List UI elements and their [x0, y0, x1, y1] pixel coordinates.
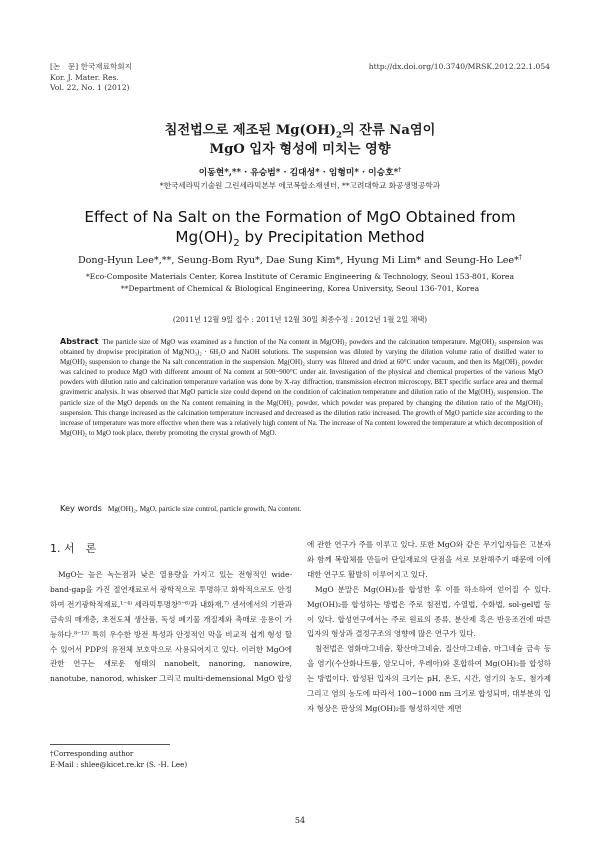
journal-name-kr: [논 문] 한국재료학회지 [50, 62, 132, 71]
section-title-introduction: 1. 서 론 [50, 542, 97, 555]
doi-link[interactable]: http://dx.doi.org/10.3740/MRSK.2012.22.1.054 [368, 62, 550, 71]
footnote-corresponding: †Corresponding author [50, 749, 134, 758]
keywords-label: Key words [60, 503, 102, 513]
paragraph: MgO 분말은 Mg(OH)₂를 합성한 후 이를 하소하여 얻어질 수 있다. Mg(OH)₂를 합성하는 방법은 주로 침전법, 수열법, 수화법, sol-gel법 등이 있다. 합성연구에서는 주로 원료의 종류, 분산제 혹은 반응조건에 따른 입자의 형상과 결정구조의 영향에 많은 연구가 있다. [307, 584, 551, 639]
footnote-email[interactable]: E-Mail : shlee@kicet.re.kr (S. -H. Lee) [50, 760, 188, 769]
keywords [60, 503, 543, 513]
footnote [50, 748, 187, 770]
received-dates: (2011년 12월 9일 접수 : 2011년 12월 30일 최종수정 : 2012년 1월 2일 채택) [172, 315, 428, 324]
authors-kr: 이동현*,** · 유승범* · 김대성* · 임형미* · 이승호*† [198, 167, 402, 178]
paragraph: 침전법은 염화마그네슘, 황산마그네슘, 질산마그네슘, 마그네슘 금속 등을 염기(수산화나트륨, 암모니아, 우레아)와 혼합하여 Mg(OH)₂를 합성하는 방법이다. 합성된 입자의 크기는 pH, 온도, 시간, 염기의 농도, 첨가제 그리고 염의 농도에 따라서 100~1000 nm 크기로 합성되며, 대부분의 입자 형상은 판상의 Mg(OH)₂를 형성하지만 계면 [307, 644, 551, 713]
abstract [60, 337, 543, 438]
keywords-text: Mg(OH)₂, MgO, particle size control, particle growth, Na content. [107, 504, 302, 513]
footnote-rule [50, 744, 170, 745]
abstract-text: The particle size of MgO was examined as a function of the Na content in Mg(OH)₂ powders and the calcination temperature. Mg(OH)₂ suspension was obtained by dropwise precipitation of Mg(NO₃)₂ · 6H₂O and NaOH solutions. The suspension was diluted by varying the dilution volume ratio of distilled water to Mg(OH)₂ suspension to change the Na salt concentration in the suspension. Mg(OH)₂ slurry was filtered and dried at 60°C under vacuum, and then its Mg(OH)₂ powder was calcined to produce MgO with different amount of Na content at 500~900°C under air. Investigation of the physical and chemical properties of the various MgO powders with dilution ratio and calcination temperature variation was done by X-ray diffraction, transmission electron microscopy, BET specific surface area and thermal gravimetric analysis. It was observed that MgO particle size could depend on the condition of calcination temperature and dilution ratio of the Mg(OH)₂ suspension. The particle size of the MgO depends on the Na content remaining in the Mg(OH)₂ powder, which powder was prepared by changing the dilution ratio of the Mg(OH)₂ suspension. This change increased as the calcination temperature increased and decreased as the dilution ratio increased. The growth of MgO particle size according to the increase of temperature was more effective when there was a relatively high content of Na. The increase of Na content lowered the temperature at which decomposition of Mg(OH)₂ to MgO took place, thereby promoting the crystal growth of MgO. [60, 338, 543, 437]
title-en-line2: $Mg(OH)_2$ by Precipitation Method [175, 228, 425, 250]
abstract-label: Abstract [60, 337, 99, 346]
affiliation-en-1: *Eco-Composite Materials Center, Korea Institute of Ceramic Engineering & Technology, Seoul 153-801, Korea [85, 272, 515, 281]
title-en-line1: Effect of Na Salt on the Formation of MgO Obtained from [84, 208, 516, 226]
authors-en: Dong-Hyun Lee*,**, Seung-Bom Ryu*, Dae Sung Kim*, Hyung Mi Lim* and Seung-Ho Lee*† [77, 254, 523, 267]
left-column [50, 568, 292, 687]
title-kr-line1: 침전법으로 제조된 $Mg(OH)_2$의 잔류 Na염이 [164, 123, 436, 141]
affiliation-en-2: **Department of Chemical & Biological Engineering, Korea University, Seoul 136-701, Korea [120, 284, 480, 293]
page-number: 54 [294, 816, 306, 825]
paragraph: MgO는 높은 녹는점과 낮은 열용량을 가지고 있는 전형적인 wide-band-gap을 가진 절연재료로서 광학적으로 투명하고 화학적으로도 안정하여 전기광학적재료,¹⁻⁴⁾ 세라믹투명창⁵⁻⁶⁾과 내화재,⁷⁾ 센서에서의 기판과 금속의 매개층, 초전도체 생산품, 독성 폐기물 개질제와 촉매로 응용이 가능하다.⁸⁻¹²⁾ 특히 우수한 방전 특성과 안정적인 막을 비교적 쉽게 형성 할 수 있어서 PDP의 유전체 보호막으로 사용되어지고 있다. 이러한 MgO에 관한 연구는 새로운 형태의 nanobelt, nanoring, nanowire, nanotube, nanorod, whisker 그리고 multi-demensional MgO 합성 [50, 570, 292, 684]
paragraph: 에 관한 연구가 주를 이루고 있다. 또한 MgO와 같은 무기입자들은 고분자와 함께 복합체를 만들어 단일재료의 단점을 서로 보완해주기 때문에 이에 대한 연구도 활발히 이루어지고 있다. [307, 540, 551, 579]
title-kr-line2: MgO 입자 형성에 미치는 영향 [209, 142, 391, 157]
journal-name-en: Kor. J. Mater. Res. [50, 72, 119, 82]
journal-volume: Vol. 22, No. 1 (2012) [50, 83, 130, 92]
journal-header [50, 62, 132, 94]
affiliation-kr: *한국세라믹기술원 그린세라믹본부 에코복합소재센터, **고려대학교 화공생명공학과 [159, 181, 441, 190]
right-column [307, 538, 551, 717]
